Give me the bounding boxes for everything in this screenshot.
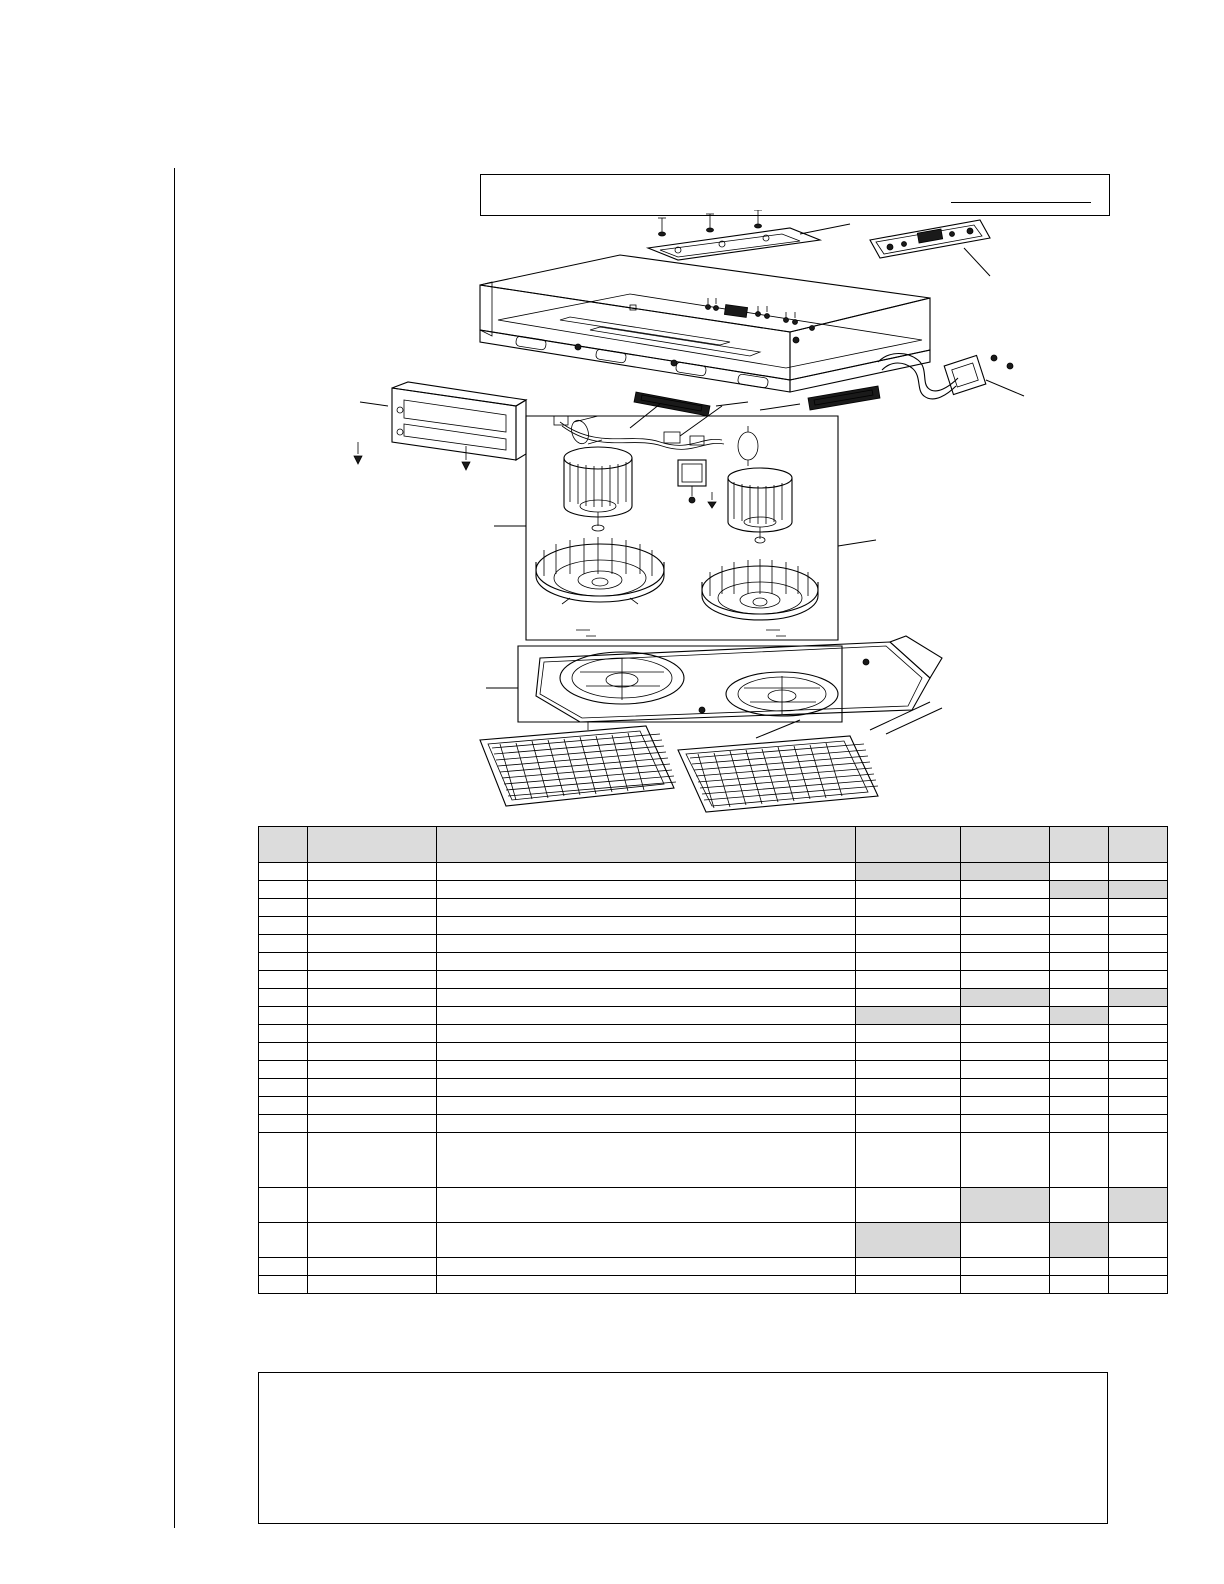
- table-row: [259, 917, 1168, 935]
- cell-m2: [961, 1115, 1050, 1133]
- cell-m1: [856, 1188, 961, 1223]
- header-model-1: [856, 827, 961, 863]
- cell-part: [308, 1276, 437, 1294]
- cell-m4: [1109, 935, 1168, 953]
- cell-m4: [1109, 899, 1168, 917]
- cell-m1: [856, 971, 961, 989]
- parts-table: [258, 826, 1168, 1294]
- left-margin-rule: [174, 168, 175, 1528]
- cell-m4: [1109, 917, 1168, 935]
- cell-part: [308, 989, 437, 1007]
- cell-m3: [1050, 1133, 1109, 1188]
- cell-index: [259, 899, 308, 917]
- cell-index: [259, 1007, 308, 1025]
- table-row: [259, 899, 1168, 917]
- header-underline: [951, 202, 1091, 203]
- cell-m4: [1109, 881, 1168, 899]
- cell-index: [259, 953, 308, 971]
- cell-m2: [961, 917, 1050, 935]
- cell-index: [259, 1276, 308, 1294]
- table-row: [259, 1188, 1168, 1223]
- cell-m1: [856, 1043, 961, 1061]
- exploded-view-diagram: [330, 210, 1120, 820]
- cell-desc: [437, 899, 856, 917]
- cell-m2: [961, 863, 1050, 881]
- cell-part: [308, 1115, 437, 1133]
- cell-m3: [1050, 953, 1109, 971]
- cell-index: [259, 1223, 308, 1258]
- cell-part: [308, 1061, 437, 1079]
- cell-m4: [1109, 1097, 1168, 1115]
- cell-m2: [961, 1079, 1050, 1097]
- cell-part: [308, 953, 437, 971]
- cell-index: [259, 863, 308, 881]
- cell-m3: [1050, 1223, 1109, 1258]
- table-row: [259, 1097, 1168, 1115]
- cell-part: [308, 971, 437, 989]
- cell-m4: [1109, 1043, 1168, 1061]
- left-motor-part: [564, 447, 632, 531]
- cell-part: [308, 1043, 437, 1061]
- cell-m4: [1109, 1079, 1168, 1097]
- cell-desc: [437, 1223, 856, 1258]
- cell-m4: [1109, 953, 1168, 971]
- header-description: [437, 827, 856, 863]
- cell-desc: [437, 1097, 856, 1115]
- cell-part: [308, 1133, 437, 1188]
- cell-desc: [437, 1079, 856, 1097]
- table-row: [259, 1258, 1168, 1276]
- cell-m2: [961, 1025, 1050, 1043]
- cell-m1: [856, 899, 961, 917]
- header-model-3: [1050, 827, 1109, 863]
- cell-part: [308, 1025, 437, 1043]
- cell-m4: [1109, 971, 1168, 989]
- cell-index: [259, 1061, 308, 1079]
- cell-index: [259, 1133, 308, 1188]
- cell-m2: [961, 1223, 1050, 1258]
- cell-m3: [1050, 863, 1109, 881]
- parts-table-body: [259, 863, 1168, 1294]
- table-row: [259, 989, 1168, 1007]
- cell-m4: [1109, 1276, 1168, 1294]
- table-row: [259, 863, 1168, 881]
- cell-desc: [437, 881, 856, 899]
- cell-part: [308, 1007, 437, 1025]
- header-index: [259, 827, 308, 863]
- cell-m4: [1109, 1223, 1168, 1258]
- cell-m1: [856, 1007, 961, 1025]
- cell-m3: [1050, 1043, 1109, 1061]
- table-row: [259, 1025, 1168, 1043]
- cell-m2: [961, 1276, 1050, 1294]
- cell-m2: [961, 1133, 1050, 1188]
- cell-desc: [437, 1025, 856, 1043]
- cell-m2: [961, 989, 1050, 1007]
- cell-desc: [437, 1061, 856, 1079]
- table-header-row: [259, 827, 1168, 863]
- cell-m1: [856, 1258, 961, 1276]
- mounting-plate-part: [648, 210, 850, 260]
- cell-m1: [856, 881, 961, 899]
- cell-m1: [856, 1276, 961, 1294]
- cell-part: [308, 1079, 437, 1097]
- cell-desc: [437, 1276, 856, 1294]
- cell-m1: [856, 1061, 961, 1079]
- cell-m2: [961, 1258, 1050, 1276]
- cell-m3: [1050, 1079, 1109, 1097]
- table-row: [259, 1061, 1168, 1079]
- cell-part: [308, 1223, 437, 1258]
- cell-desc: [437, 1133, 856, 1188]
- cell-m1: [856, 935, 961, 953]
- cell-part: [308, 899, 437, 917]
- cell-m3: [1050, 1115, 1109, 1133]
- power-cord-part: [878, 354, 1024, 399]
- capacitor-right-part: [738, 426, 758, 466]
- parts-table-header: [259, 827, 1168, 863]
- cell-desc: [437, 971, 856, 989]
- table-row: [259, 1133, 1168, 1188]
- cell-part: [308, 881, 437, 899]
- table-row: [259, 1276, 1168, 1294]
- header-part-number: [308, 827, 437, 863]
- cell-m4: [1109, 863, 1168, 881]
- cell-part: [308, 1258, 437, 1276]
- cell-desc: [437, 863, 856, 881]
- table-row: [259, 971, 1168, 989]
- cell-m3: [1050, 935, 1109, 953]
- cell-m3: [1050, 1258, 1109, 1276]
- cell-m4: [1109, 1258, 1168, 1276]
- cell-part: [308, 1188, 437, 1223]
- light-lens-parts: [634, 386, 880, 416]
- cell-m3: [1050, 1097, 1109, 1115]
- right-motor-part: [728, 468, 792, 543]
- cell-m3: [1050, 989, 1109, 1007]
- grease-filter-parts: [480, 702, 942, 812]
- cell-index: [259, 1188, 308, 1223]
- cell-m4: [1109, 1115, 1168, 1133]
- table-row: [259, 1043, 1168, 1061]
- cell-part: [308, 1097, 437, 1115]
- cell-m3: [1050, 1276, 1109, 1294]
- cell-m2: [961, 899, 1050, 917]
- table-row: [259, 935, 1168, 953]
- cell-desc: [437, 1188, 856, 1223]
- cell-desc: [437, 953, 856, 971]
- cell-m3: [1050, 1061, 1109, 1079]
- control-panel-part: [870, 220, 990, 276]
- cell-m1: [856, 863, 961, 881]
- cell-m2: [961, 971, 1050, 989]
- cell-m3: [1050, 1025, 1109, 1043]
- cell-m2: [961, 935, 1050, 953]
- cell-desc: [437, 1258, 856, 1276]
- cell-m1: [856, 1079, 961, 1097]
- cell-desc: [437, 935, 856, 953]
- blower-assembly-group: [494, 404, 876, 640]
- cell-index: [259, 935, 308, 953]
- cell-m2: [961, 881, 1050, 899]
- damper-assembly-part: [354, 382, 526, 470]
- cell-m1: [856, 1133, 961, 1188]
- table-row: [259, 1007, 1168, 1025]
- cell-desc: [437, 1115, 856, 1133]
- switch-block-part: [678, 460, 716, 508]
- cell-index: [259, 989, 308, 1007]
- footer-note-box: [258, 1372, 1108, 1524]
- cell-m3: [1050, 917, 1109, 935]
- cell-m1: [856, 1025, 961, 1043]
- cell-index: [259, 917, 308, 935]
- cell-part: [308, 863, 437, 881]
- cell-m3: [1050, 1188, 1109, 1223]
- cell-m4: [1109, 1025, 1168, 1043]
- left-blower-wheel-part: [536, 537, 664, 604]
- cell-index: [259, 1097, 308, 1115]
- cell-desc: [437, 1043, 856, 1061]
- cell-m3: [1050, 1007, 1109, 1025]
- table-row: [259, 1223, 1168, 1258]
- cell-m1: [856, 1097, 961, 1115]
- cell-part: [308, 917, 437, 935]
- cell-m1: [856, 989, 961, 1007]
- cell-index: [259, 1079, 308, 1097]
- cell-index: [259, 1258, 308, 1276]
- cell-m2: [961, 1007, 1050, 1025]
- cell-m2: [961, 953, 1050, 971]
- cell-m4: [1109, 989, 1168, 1007]
- cell-m1: [856, 953, 961, 971]
- header-model-2: [961, 827, 1050, 863]
- blower-housing-part: [486, 636, 942, 730]
- cell-m3: [1050, 971, 1109, 989]
- cell-m2: [961, 1188, 1050, 1223]
- cell-m2: [961, 1061, 1050, 1079]
- cell-m4: [1109, 1188, 1168, 1223]
- cell-desc: [437, 989, 856, 1007]
- table-row: [259, 953, 1168, 971]
- cell-part: [308, 935, 437, 953]
- cell-index: [259, 1043, 308, 1061]
- hood-body-part: [480, 255, 930, 392]
- cell-m1: [856, 1115, 961, 1133]
- cell-m2: [961, 1043, 1050, 1061]
- cell-desc: [437, 917, 856, 935]
- cell-m2: [961, 1097, 1050, 1115]
- cell-m1: [856, 1223, 961, 1258]
- table-row: [259, 1115, 1168, 1133]
- cell-m3: [1050, 881, 1109, 899]
- cell-desc: [437, 1007, 856, 1025]
- cell-index: [259, 971, 308, 989]
- right-blower-wheel-part: [702, 559, 818, 620]
- cell-m4: [1109, 1007, 1168, 1025]
- cell-m4: [1109, 1133, 1168, 1188]
- cell-m4: [1109, 1061, 1168, 1079]
- table-row: [259, 1079, 1168, 1097]
- cell-m3: [1050, 899, 1109, 917]
- table-row: [259, 881, 1168, 899]
- cell-index: [259, 1025, 308, 1043]
- header-model-4: [1109, 827, 1168, 863]
- cell-index: [259, 881, 308, 899]
- cell-m1: [856, 917, 961, 935]
- cell-index: [259, 1115, 308, 1133]
